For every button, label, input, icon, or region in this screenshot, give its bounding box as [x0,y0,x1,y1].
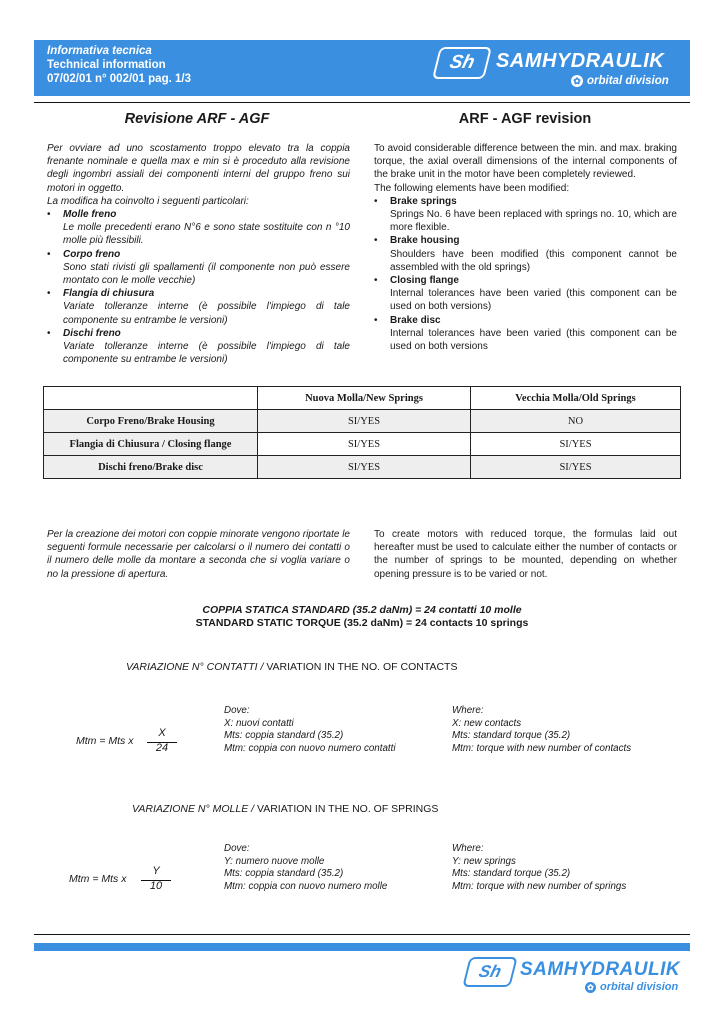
list-item: • Flangia di chiusura Variate tolleranze interne (è possibile l'impiego di tale componente su entrambe le versioni) [47,287,350,327]
logo-division: ✿ orbital division [585,981,678,993]
logo-word: SAMHYDRAULIK [496,50,665,72]
formula-springs-denominator: 10 [149,880,163,892]
table-corner-cell [44,387,258,410]
intro-english [374,142,677,353]
header-info [47,44,191,86]
gear-icon: ✿ [585,982,596,993]
footer-logo [460,954,690,998]
intro-english-lead: The following elements have been modified: [374,182,570,194]
torque-english: STANDARD STATIC TORQUE (35.2 daNm) = 24 contacts 10 springs [195,617,529,629]
intro-italian-paragraph: Per ovviare ad uno scostamento troppo elevato tra la coppia frenante nominale e quella max e min si è proceduto alla revisione degli ingombri assiali dei componenti interni del gruppo freno sui motori in oggetto. [47,143,350,194]
cell-old: SI/YES [471,433,681,456]
english-change-list [374,195,677,353]
table-row [44,456,681,479]
legend-contacts-italian: Dove: X: nuovi contatti Mts: coppia standard (35.2) Mtm: coppia con nuovo numero contatti [224,705,396,754]
header-rule [34,102,690,103]
formula-contacts-lhs: Mtm = Mts x [76,735,134,747]
header-logo [430,44,685,94]
logo-mark: Sh [462,957,517,987]
table-header-row [44,387,681,410]
row-label: Flangia di Chiusura / Closing flange [44,433,258,456]
list-item: • Brake disc Internal tolerances have been varied (this component can be used on both versions [374,314,677,354]
title-english: ARF - AGF revision [458,111,592,127]
logo-word: SAMHYDRAULIK [520,959,681,980]
standard-torque [34,604,690,630]
column-header-old: Vecchia Molla/Old Springs [471,387,681,410]
legend-springs-english: Where: Y: new springs Mts: standard torque (35.2) Mtm: torque with new number of springs [452,843,627,892]
table-row [44,410,681,433]
list-item: • Dischi freno Variate tolleranze interne (è possibile l'impiego di tale componente su entrambe le versioni) [47,327,350,367]
intro-italian-lead: La modifica ha coinvolto i seguenti particolari: [47,195,249,207]
torque-italian: COPPIA STATICA STANDARD (35.2 daNm) = 24 contatti 10 molle [202,604,522,616]
formulas-intro-english: To create motors with reduced torque, the formulas laid out hereafter must be used to calculate either the number of contacts or the number of springs to be mounted, depending on whether opening pressure is to be varied or not. [374,529,677,580]
intro-english-paragraph: To avoid considerable difference between the min. and max. braking torque, the axial overall dimensions of the internal components of the brake unit in the motor have been completely reviewed. [374,143,677,181]
logo-mark: Sh [432,47,492,79]
header-line-2: Technical information [47,59,166,71]
compatibility-table [43,386,681,479]
footer-rule [34,934,690,935]
variation-contacts-title: VARIAZIONE N° CONTATTI / VARIATION IN THE NO. OF CONTACTS [126,661,458,673]
italian-change-list [47,208,350,366]
formula-contacts-numerator: X [158,727,166,739]
formulas-intro-italian: Per la creazione dei motori con coppie minorate vengono riportate le seguenti formule necessarie per calcolarsi o il numero dei contatti o il numero delle molle da montare a seconda che si voglia variare o no la pressione di apertura. [47,529,350,580]
header-line-1: Informativa tecnica [47,45,152,57]
column-header-new: Nuova Molla/New Springs [258,387,471,410]
variation-springs-title: VARIAZIONE N° MOLLE / VARIATION IN THE NO. OF SPRINGS [132,803,439,815]
title-italian: Revisione ARF - AGF [124,111,270,127]
cell-old: NO [471,410,681,433]
list-item: • Brake springs Springs No. 6 have been replaced with springs no. 10, which are more flexible. [374,195,677,235]
gear-icon: ✿ [571,75,583,87]
row-label: Corpo Freno/Brake Housing [44,410,258,433]
cell-new: SI/YES [258,433,471,456]
formula-contacts-denominator: 24 [155,742,169,754]
list-item: • Molle freno Le molle precedenti erano N°6 e sono state sostituite con n °10 molle più flessibili. [47,208,350,248]
header-line-3: 07/02/01 n° 002/01 pag. 1/3 [47,73,191,85]
cell-new: SI/YES [258,410,471,433]
table-row [44,433,681,456]
footer-bar [34,943,690,951]
list-item: • Closing flange Internal tolerances have been varied (this component can be used on both versions) [374,274,677,314]
intro-italian [47,142,350,366]
legend-contacts-english: Where: X: new contacts Mts: standard torque (35.2) Mtm: torque with new number of contacts [452,705,632,754]
row-label: Dischi freno/Brake disc [44,456,258,479]
list-item: • Brake housing Shoulders have been modified (this component cannot be assembled with the old springs) [374,234,677,274]
logo-division: ✿ orbital division [571,75,669,87]
list-item: • Corpo freno Sono stati rivisti gli spallamenti (il componente non può essere montato con le molle vecchie) [47,248,350,288]
formula-springs-numerator: Y [152,865,160,877]
cell-new: SI/YES [258,456,471,479]
legend-springs-italian: Dove: Y: numero nuove molle Mts: coppia standard (35.2) Mtm: coppia con nuovo numero molle [224,843,388,892]
formula-springs-lhs: Mtm = Mts x [69,873,127,885]
cell-old: SI/YES [471,456,681,479]
